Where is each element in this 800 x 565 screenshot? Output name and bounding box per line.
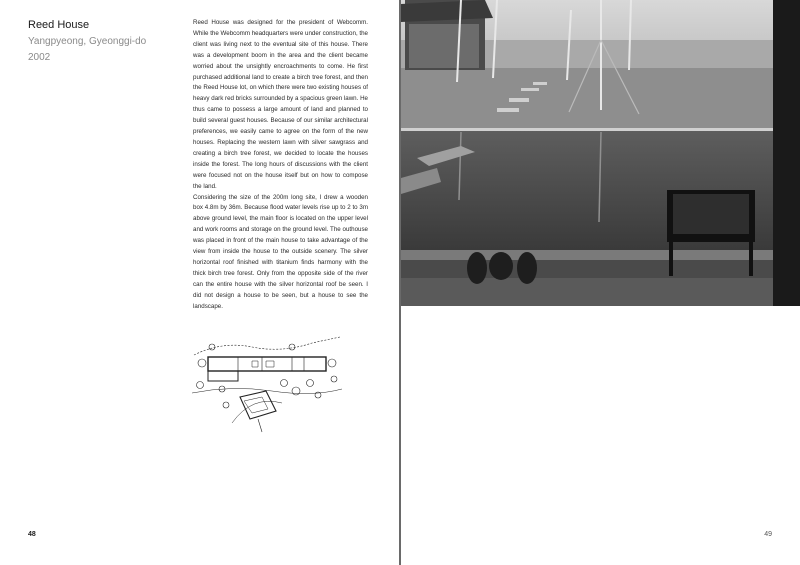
left-page [0, 0, 399, 565]
interior-view-photo [401, 0, 800, 306]
site-plan-drawing [192, 333, 342, 433]
project-year: 2002 [28, 52, 51, 63]
page-number-right: 49 [764, 531, 772, 538]
body-paragraph-2: Considering the size of the 200m long site, I drew a wooden box 4.8m by 36m. Because flood water levels rise up to 2 to 3m above ground level, the main floor is located on the upper level and work rooms and storage on the ground level. The outhouse was placed in front of the main house to take advantage of the view from inside the house to the outside scenery. The silver horizontal roof finished with titanium finds harmony with the thick birch tree forest. Only from the opposite side of the river can the entire house with the silver horizontal roof be seen. I did not design a house to be seen, but a house to see the landscape. [193, 193, 368, 310]
page-number-left: 48 [28, 531, 36, 538]
right-page [401, 0, 800, 565]
project-title: Reed House [28, 19, 90, 31]
body-text [193, 18, 368, 312]
body-paragraph-1: Reed House was designed for the president of Webcomm. While the Webcomm headquarters were under construction, the client was living next to the eventual site of this house. There was a development boom in the area and the client became worried about the unsightly encroachments to come. He first purchased additional land to create a birch tree forest, and then the Reed House lot, on which there were two existing houses of heavy dark red bricks surrounded by a spacious green lawn. He thus came to possess a large amount of land and planned to build several guest houses. Because of our similar architectural preferences, we easily came to agree on the form of the new houses. Replacing the western lawn with silver sawgrass and creating a birch tree forest, we decided to locate the houses inside the forest. The long hours of discussions with the client were focused not on the house itself but on how to compose the land. [193, 19, 368, 190]
project-location: Yangpyeong, Gyeonggi-do [28, 36, 147, 47]
